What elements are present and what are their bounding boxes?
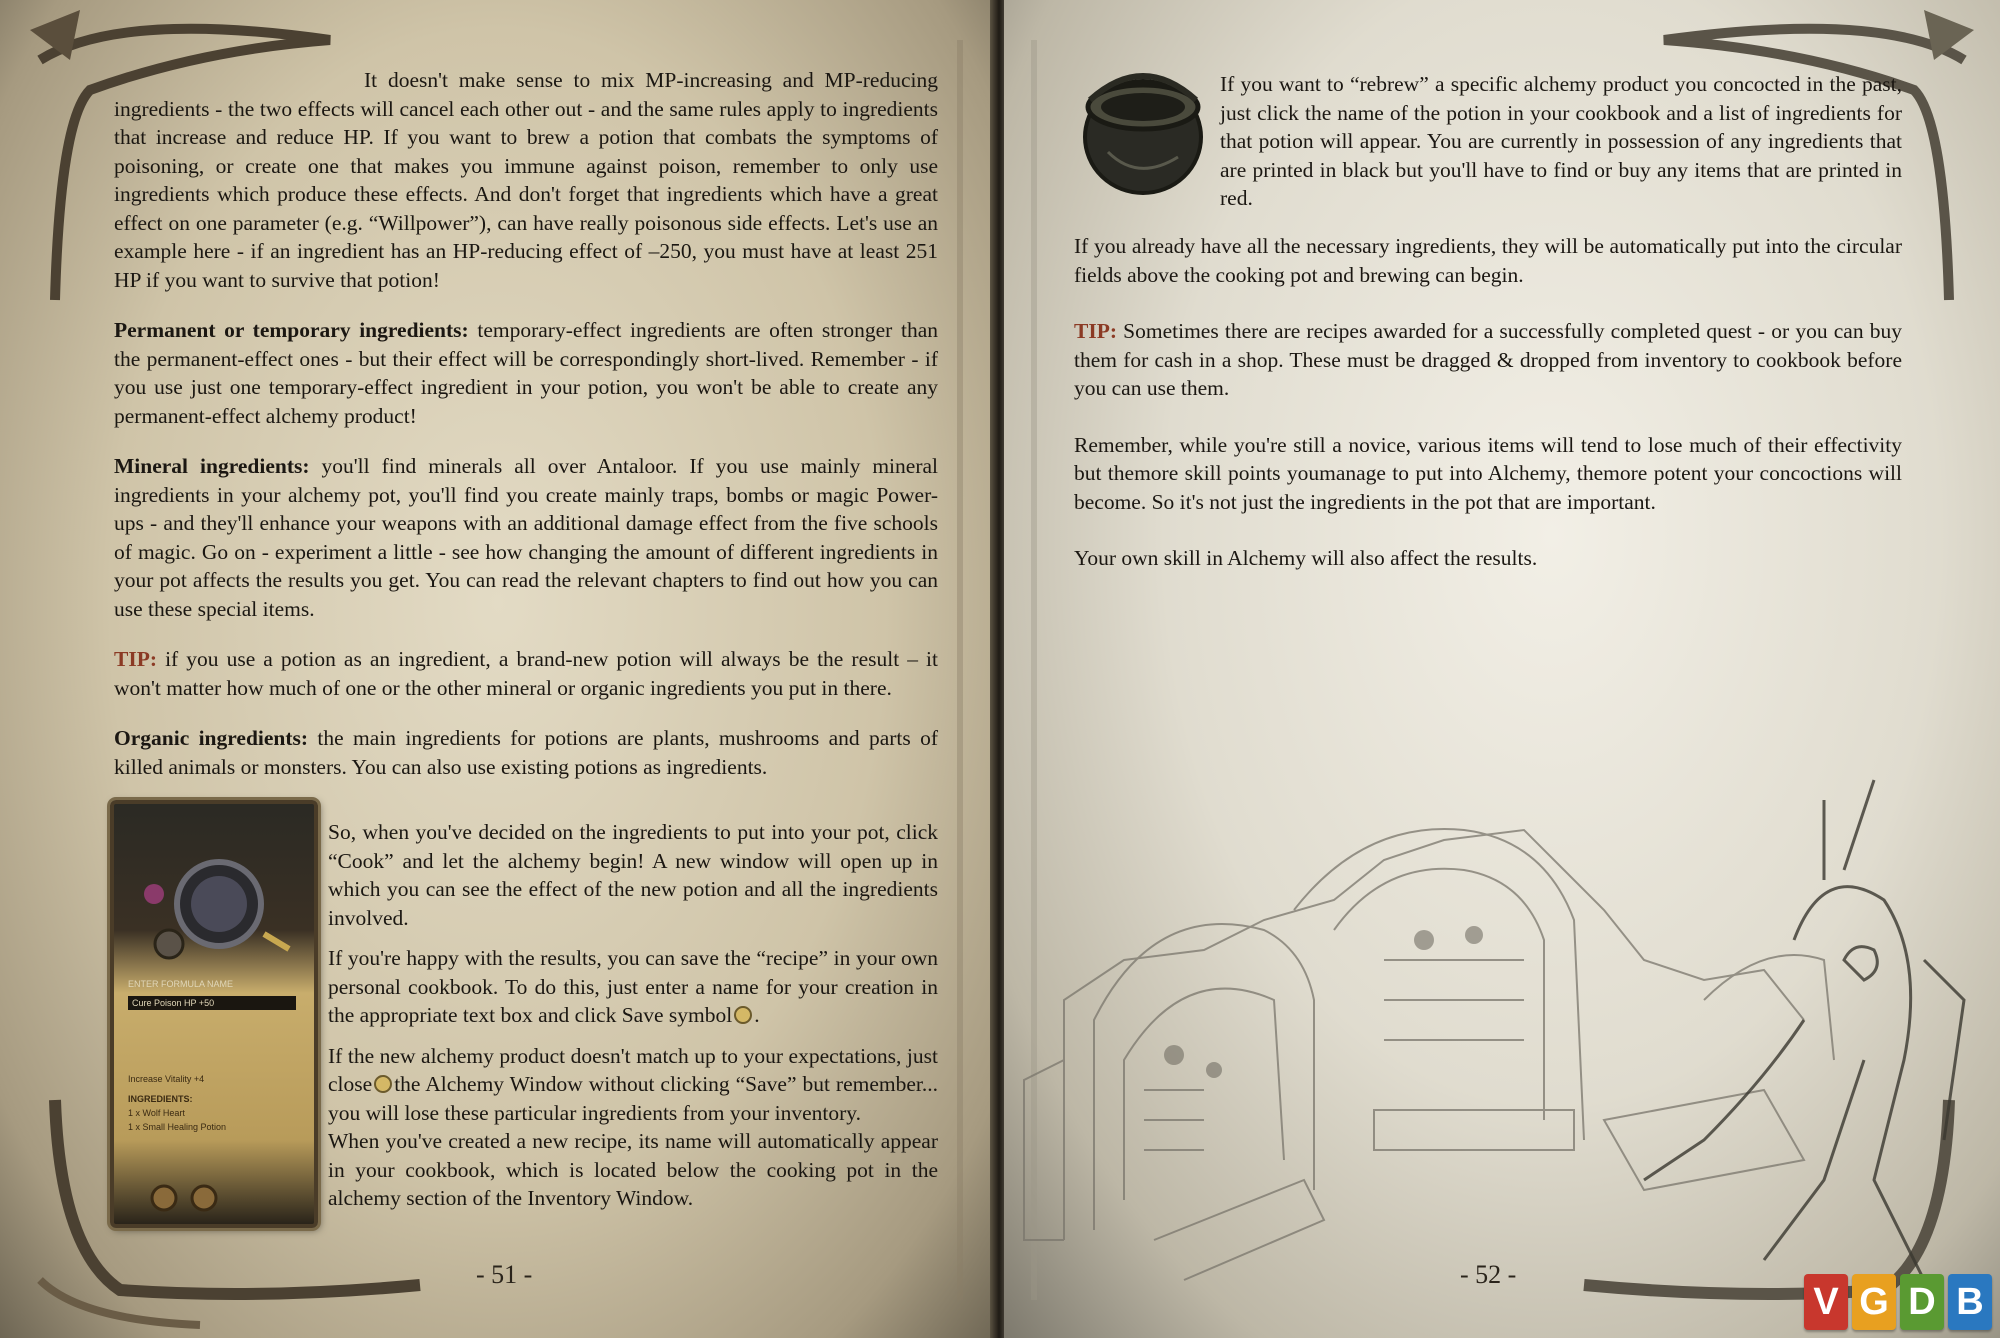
right-tip-body: Sometimes there are recipes awarded for a successfully completed quest - or you can buy them for cash in a shop. These must be dragged & dropped from inventory to cookbook before you can use them.: [1074, 319, 1902, 400]
auto-paragraph: If you already have all the necessary ingredients, they will be automatically put into the circular fields above the cooking pot and brewing can begin.: [1074, 234, 1902, 287]
close-text: If the new alchemy product doesn't match up to your expectations, just close: [328, 1043, 938, 1096]
watermark-letter-d: D: [1900, 1274, 1944, 1330]
skill-paragraph: Your own skill in Alchemy will also affect the results.: [1074, 546, 1538, 570]
novice-paragraph: Remember, while you're still a novice, various items will tend to lose much of their effectivity but themore skill points youmanage to put into Alchemy, themore potent your concoctions will become. So it's not just the ingredients in the pot that are important.: [1074, 432, 1902, 514]
warrior-figure: [1644, 780, 1964, 1280]
recipe-paragraph: When you've created a new recipe, its name will automatically appear in your cookbook, which is located below the cooking pot in the alchemy section of the Inventory Window.: [328, 1129, 938, 1210]
page-number-right: - 52 -: [1460, 1260, 1517, 1289]
watermark-letter-v: V: [1804, 1274, 1848, 1330]
left-page: [0, 0, 996, 1338]
right-tip-label: TIP:: [1074, 319, 1117, 343]
mineral-body: you'll find minerals all over Antaloor. If you use mainly mineral ingredients in your alchemy pot, you'll find you create mainly traps, bombs or magic Power-ups - and they'll enhance your weapons with an additional damage effect from the five schools of magic. Go on - experiment a little - see how changing the amount of different ingredients in your pot affects the results you get. You can read the relevant chapters to find out how you can use these special items.: [114, 454, 938, 621]
organic-paragraph: [114, 724, 938, 781]
effect-line: Increase Vitality +4: [128, 1074, 205, 1084]
formula-name-field: Cure Poison HP +50: [128, 996, 296, 1010]
intro-paragraph: It doesn't make sense to mix MP-increasing and MP-reducing ingredients - the two effects will cancel each other out - and the same rules apply to ingredients that increase and reduce HP. If you want to brew a potion that combats the symptoms of poisoning, or create one that makes you immune against poison, remember to only use ingredients which produce these effects. And don't forget that ingredients which have a great effect on one parameter (e.g. “Willpower”), can have really poisonous side effects. Let's use an example here - if an ingredient has an HP-reducing effect of –250, you must have at least 251 HP if you want to survive that potion!: [114, 68, 938, 292]
left-column: [114, 66, 938, 781]
organic-heading: Organic ingredients:: [114, 726, 309, 750]
right-column: [1074, 232, 1902, 573]
page-number-left: - 51 -: [476, 1260, 533, 1289]
rebrew-column: [1220, 70, 1902, 213]
permanent-paragraph: [114, 316, 938, 430]
save-text: If you're happy with the results, you can save the “recipe” in your own personal cookbook. To do this, just enter a name for your creation in the appropriate text box and click Save symbol: [328, 946, 938, 1027]
cook-paragraph: So, when you've decided on the ingredients to put into your pot, click “Cook” and let the alchemy begin! A new window will open up in which you can see the effect of the new potion and all the ingredients involved.: [328, 820, 938, 930]
mineral-heading: Mineral ingredients:: [114, 454, 310, 478]
left-lower-column: [328, 818, 938, 1213]
save-paragraph: [328, 944, 938, 1030]
watermark-letter-g: G: [1852, 1274, 1896, 1330]
cauldron-icon: [114, 824, 314, 974]
vgdb-watermark: [1804, 1274, 1992, 1330]
cooking-pot-icon: [1068, 52, 1218, 202]
mineral-paragraph: [114, 452, 938, 623]
permanent-heading: Permanent or temporary ingredients:: [114, 318, 469, 342]
right-tip-paragraph: [1074, 317, 1902, 403]
permanent-body: temporary-effect ingredients are often stronger than the permanent-effect ones - but their effect will be correspondingly short-lived. Remember - if you use just one temporary-effect ingredient in your potion, you won't be able to create any permanent-effect alchemy product!: [114, 318, 938, 428]
tip-label: TIP:: [114, 647, 157, 671]
watermark-letter-b: B: [1948, 1274, 1992, 1330]
tip-paragraph: [114, 645, 938, 702]
tip-body: if you use a potion as an ingredient, a brand-new potion will always be the result – it won't matter how much of one or the other mineral or organic ingredients you put in there.: [114, 647, 938, 700]
save-text-end: .: [754, 1003, 760, 1027]
rebrew-paragraph: If you want to “rebrew” a specific alchemy product you concocted in the past, just click the name of the potion in your cookbook and a list of ingredients for that potion will appear. You are currently in possession of any ingredients that are printed in black but you'll have to find or buy any items that are printed in red.: [1220, 72, 1902, 210]
ingredient-1: 1 x Wolf Heart: [128, 1108, 185, 1118]
save-symbol-icon: [734, 1006, 752, 1024]
close-symbol-icon: [374, 1075, 392, 1093]
formula-name-heading: ENTER FORMULA NAME: [128, 979, 234, 989]
castle-sketch-illustration: [1004, 760, 2000, 1320]
organic-body: the main ingredients for potions are plants, mushrooms and parts of killed animals or monsters. You can also use existing potions as ingredients.: [114, 726, 939, 779]
close-paragraph: [328, 1042, 938, 1128]
alchemy-window-screenshot: [110, 800, 318, 1228]
right-page: [1004, 0, 2000, 1338]
close-text-end: the Alchemy Window without clicking “Save” but remember... you will lose these particular ingredients from your inventory.: [328, 1072, 938, 1125]
save-and-close-icons: [114, 1178, 314, 1218]
ingredient-2: 1 x Small Healing Potion: [128, 1122, 227, 1132]
ingredients-label: INGREDIENTS:: [128, 1094, 193, 1104]
